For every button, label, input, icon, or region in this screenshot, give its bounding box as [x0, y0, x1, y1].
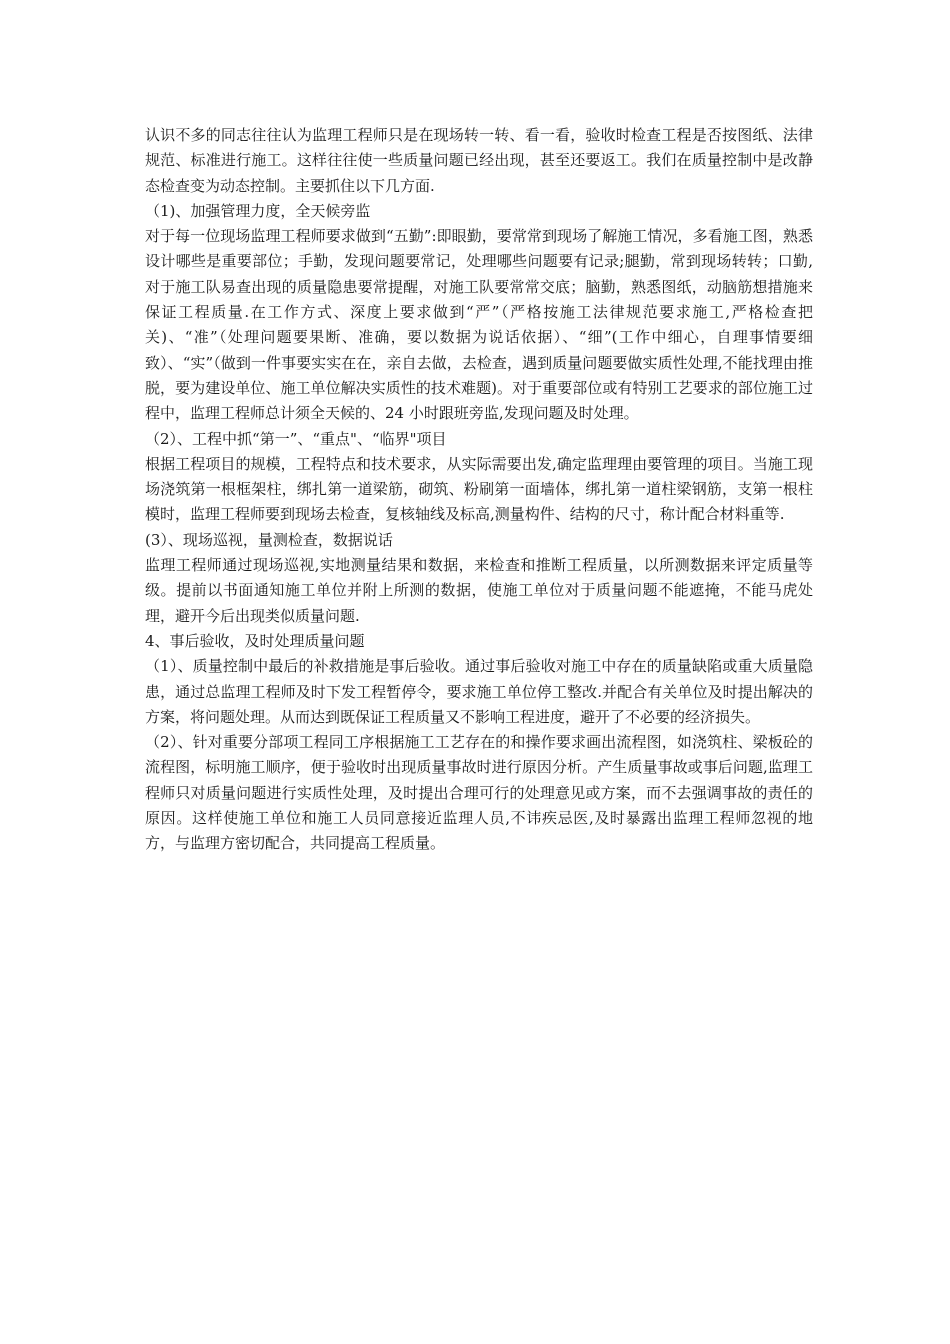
- section3-heading: (3）、现场巡视，量测检查，数据说话: [145, 530, 393, 549]
- intro-paragraph: 认识不多的同志往往认为监理工程师只是在现场转一转、看一看，验收时检查工程是否按图纸、法律规范、标准进行施工。这样往往使一些质量问题已经出现，甚至还要返工。我们在质量控制中是改静态检查变为动态控制。主要抓住以下几方面.: [145, 126, 813, 195]
- part4-item1-paragraph: （1）、质量控制中最后的补救措施是事后验收。通过事后验收对施工中存在的质量缺陷或重大质量隐患，通过总监理工程师及时下发工程暂停令，要求施工单位停工整改.并配合有关单位及时提出解决的方案，将问题处理。从而达到既保证工程质量又不影响工程进度，避开了不必要的经济损失。: [145, 657, 813, 726]
- document-body: [145, 123, 813, 857]
- section2-heading: （2）、工程中抓“第一”、“重点"、“临界"项目: [145, 429, 447, 448]
- part4-heading: 4、事后验收，及时处理质量问题: [145, 631, 365, 650]
- section2-paragraph: 根据工程项目的规模，工程特点和技术要求，从实际需要出发,确定监理理由要管理的项目。当施工现场浇筑第一根框架柱，绑扎第一道梁筋，砌筑、粉刷第一面墙体，绑扎第一道柱梁钢筋，支第一根柱模时，监理工程师要到现场去检查，复核轴线及标高,测量构件、结构的尺寸，称计配合材料重等.: [145, 454, 813, 524]
- section1-paragraph: 对于每一位现场监理工程师要求做到“五勤”:即眼勤，要常常到现场了解施工情况，多看施工图，熟悉设计哪些是重要部位；手勤，发现问题要常记，处理哪些问题要有记录;腿勤，常到现场转转；口勤,对于施工队易查出现的质量隐患要常提醒，对施工队要常常交底；脑勤，熟悉图纸，动脑筋想措施来保证工程质量.在工作方式、深度上要求做到“严”（严格按施工法律规范要求施工,严格检查把关)、“准”（处理问题要果断、准确，要以数据为说话依据）、“细”(工作中细心，自理事情要细致）、“实”（做到一件事要实实在在，亲自去做，去检查，遇到质量问题要做实质性处理,不能找理由推脱，要为建设单位、施工单位解决实质性的技术难题)。对于重要部位或有特别工艺要求的部位施工过程中，监理工程师总计须全天候的、24 小时跟班旁监,发现问题及时处理。: [145, 227, 813, 423]
- section1-heading: （1)、加强管理力度，全天候旁监: [145, 201, 371, 220]
- section3-paragraph: 监理工程师通过现场巡视,实地测量结果和数据，来检查和推断工程质量，以所测数据来评定质量等级。提前以书面通知施工单位并附上所测的数据，使施工单位对于质量问题不能遮掩，不能马虎处理，避开今后出现类似质量问题.: [145, 556, 813, 625]
- part4-item2-paragraph: （2）、针对重要分部项工程同工序根据施工工艺存在的和操作要求画出流程图，如浇筑柱、梁板砼的流程图，标明施工顺序，便于验收时出现质量事故时进行原因分析。产生质量事故或事后问题,监理工程师只对质量问题进行实质性处理，及时提出合理可行的处理意见或方案，而不去强调事故的责任的原因。这样使施工单位和施工人员同意接近监理人员,不讳疾忌医,及时暴露出监理工程师忽视的地方，与监理方密切配合，共同提高工程质量。: [145, 733, 813, 853]
